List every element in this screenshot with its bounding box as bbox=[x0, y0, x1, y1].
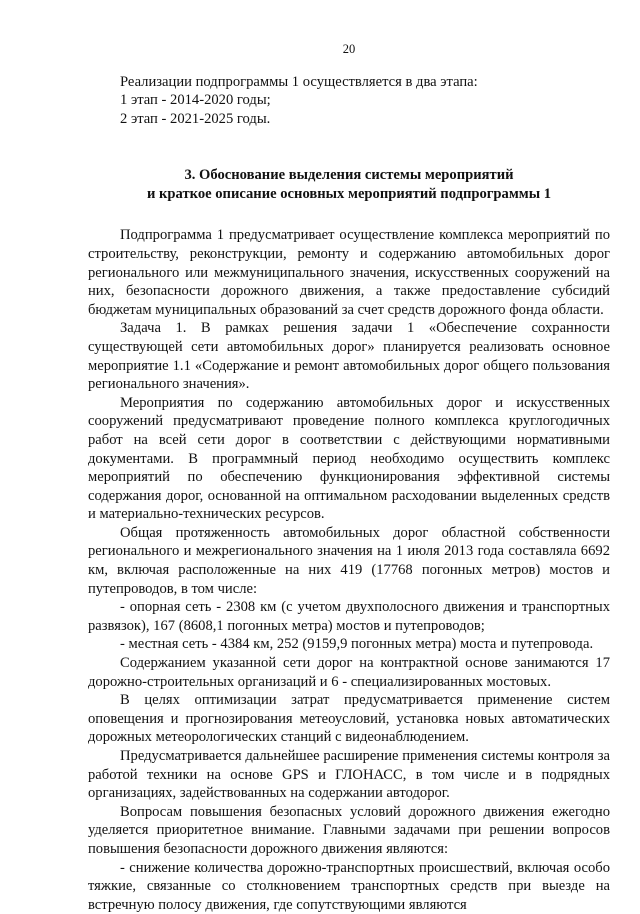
section-heading-line: и краткое описание основных мероприятий подпрограммы 1 bbox=[146, 186, 552, 203]
list-item: - местная сеть - 4384 км, 252 (9159,9 погонных метра) моста и путепровода. bbox=[120, 636, 594, 653]
intro-line: 2 этап - 2021-2025 годы. bbox=[120, 110, 271, 127]
paragraph: В целях оптимизации затрат предусматривается применение систем оповещения и прогнозирования метеоусловий, установка новых автоматических дорожных метеорологических станций с видеонаблюдением. bbox=[88, 692, 610, 746]
section-body bbox=[88, 226, 610, 914]
section-heading-line: 3. Обоснование выделения системы мероприятий bbox=[184, 167, 514, 184]
intro-line: Реализации подпрограммы 1 осуществляется в два этапа: bbox=[120, 73, 478, 90]
section-heading bbox=[88, 166, 610, 204]
paragraph: Подпрограмма 1 предусматривает осуществление комплекса мероприятий по строительству, реконструкции, ремонту и содержанию автомобильных дорог регионального или межмуниципального значения, искусственных сооружений на них, безопасности дорожного движения, а также предоставление субсидий бюджетам муниципальных образований за счет средств дорожного фонда области. bbox=[88, 227, 610, 318]
intro-block bbox=[88, 73, 610, 129]
paragraph: Вопросам повышения безопасных условий дорожного движения ежегодно уделяется приоритетное внимание. Главными задачами при решении вопросов повышения безопасности дорожного движения являются: bbox=[88, 803, 610, 857]
list-item: - снижение количества дорожно-транспортных происшествий, включая особо тяжкие, связанные со столкновением транспортных средств при выезде на встречную полосу движения, где сопутствующими являются bbox=[88, 859, 610, 913]
page-number: 20 bbox=[342, 42, 356, 56]
paragraph: Предусматривается дальнейшее расширение применения системы контроля за работой техники на основе GPS и ГЛОНАСС, в том числе и в подрядных организациях, задействованных на содержании автодорог. bbox=[88, 748, 610, 802]
intro-line: 1 этап - 2014-2020 годы; bbox=[120, 92, 271, 109]
list-item: - опорная сеть - 2308 км (с учетом двухполосного движения и транспортных развязок), 167 (8608,1 погонных метра) мостов и путепроводов; bbox=[88, 599, 610, 634]
paragraph: Задача 1. В рамках решения задачи 1 «Обеспечение сохранности существующей сети автомобильных дорог» планируется реализовать основное мероприятие 1.1 «Содержание и ремонт автомобильных дорог общего пользования регионального значения». bbox=[88, 320, 610, 393]
paragraph: Мероприятия по содержанию автомобильных дорог и искусственных сооружений предусматривают проведение полного комплекса круглогодичных работ на всей сети дорог в соответствии с действующими нормативными документами. В программный период необходимо осуществить комплекс мероприятий по обеспечению функционирования эффективной системы содержания дорог, основанной на оптимальном расходовании выделенных средств и материально-технических ресурсов. bbox=[88, 394, 610, 523]
paragraph: Общая протяженность автомобильных дорог областной собственности регионального и межрегионального значения на 1 июля 2013 года составляла 6692 км, включая расположенные на них 419 (17768 погонных метров) мостов и путепроводов, в том числе: bbox=[88, 524, 610, 597]
paragraph: Содержанием указанной сети дорог на контрактной основе занимаются 17 дорожно-строительных организаций и 6 - специализированных мостовых. bbox=[88, 655, 610, 690]
